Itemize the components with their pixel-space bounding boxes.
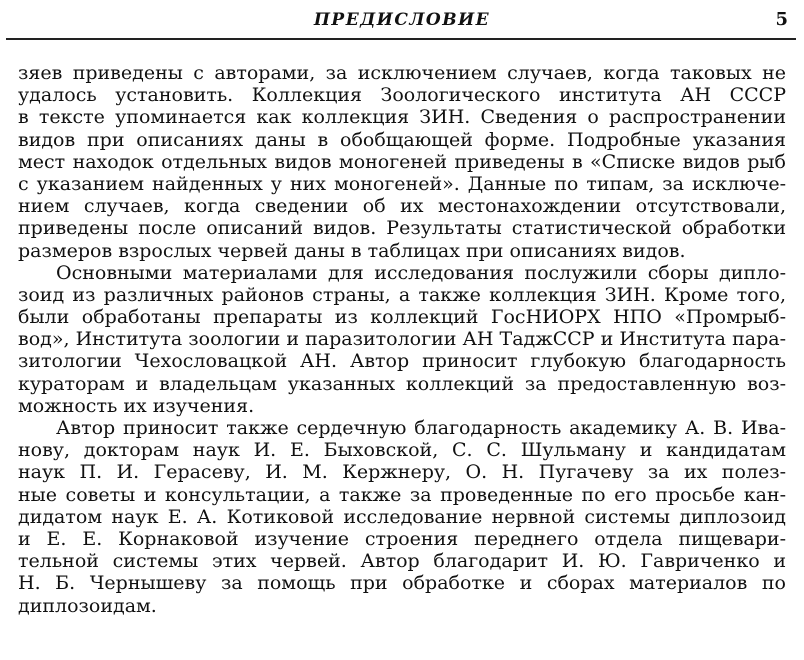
text-line: зоид из различных районов страны, а также коллекция ЗИН. Кроме того, (18, 283, 786, 306)
text-line: с указанием найденных у них моногеней». Данные по типам, за исключе- (18, 172, 786, 195)
text-line: зяев приведены с авторами, за исключением случаев, когда таковых не (18, 62, 786, 84)
text-line: нову, докторам наук И. Е. Быховской, С. С. Шульману и кандидатам (18, 439, 786, 462)
text-line: приведены после описаний видов. Результаты статистической обработки (18, 217, 786, 240)
text-line: дидатом наук Е. А. Котиковой исследование нервной системы диплозоид (18, 505, 786, 528)
paragraph (18, 417, 786, 617)
text-line: Основными материалами для исследования послужили сборы дипло- (56, 261, 786, 284)
text-line: ные советы и консультации, а также за проведенные по его просьбе кан- (18, 483, 786, 506)
paragraph (18, 262, 786, 417)
text-line: кураторам и владельцам указанных коллекций за предоставленную воз- (18, 372, 786, 395)
text-line: Автор приносит также сердечную благодарность академику А. В. Ива- (56, 417, 786, 439)
text-line: и Е. Е. Корнаковой изучение строения переднего отдела пищевари- (18, 527, 786, 550)
header-divider (6, 38, 796, 40)
text-line: Н. Б. Чернышеву за помощь при обработке и сборах материалов по (18, 572, 786, 595)
body-text (18, 62, 786, 617)
paragraph (18, 62, 786, 262)
text-line: были обработаны препараты из коллекций ГосНИОРХ НПО «Промрыб- (18, 306, 786, 329)
running-title: ПРЕДИСЛОВИЕ (313, 10, 491, 30)
text-line: мест находок отдельных видов моногеней приведены в «Списке видов рыб (18, 150, 786, 173)
text-line: вод», Института зоологии и паразитологии АН ТаджССР и Института пара- (18, 328, 786, 351)
text-line: в тексте упоминается как коллекция ЗИН. Сведения о распространении (18, 106, 786, 129)
text-line: видов при описаниях даны в обобщающей форме. Подробные указания (18, 128, 786, 151)
running-header (8, 4, 796, 34)
text-line: наук П. И. Герасеву, И. М. Кержнеру, О. Н. Пугачеву за их полез- (18, 461, 786, 484)
text-line: размеров взрослых червей даны в таблицах при описаниях видов. (18, 239, 686, 262)
page-number: 5 (775, 9, 788, 30)
text-line: можность их изучения. (18, 394, 255, 417)
text-line: тельной системы этих червей. Автор благодарит И. Ю. Гавриченко и (18, 550, 786, 573)
text-line: диплозоидам. (18, 594, 157, 617)
text-line: зитологии Чехословацкой АН. Автор приносит глубокую благодарность (18, 350, 786, 373)
text-line: нием случаев, когда сведении об их местонахождении отсутствовали, (18, 195, 786, 218)
text-line: удалось установить. Коллекция Зоологического института АН СССР (18, 84, 786, 107)
